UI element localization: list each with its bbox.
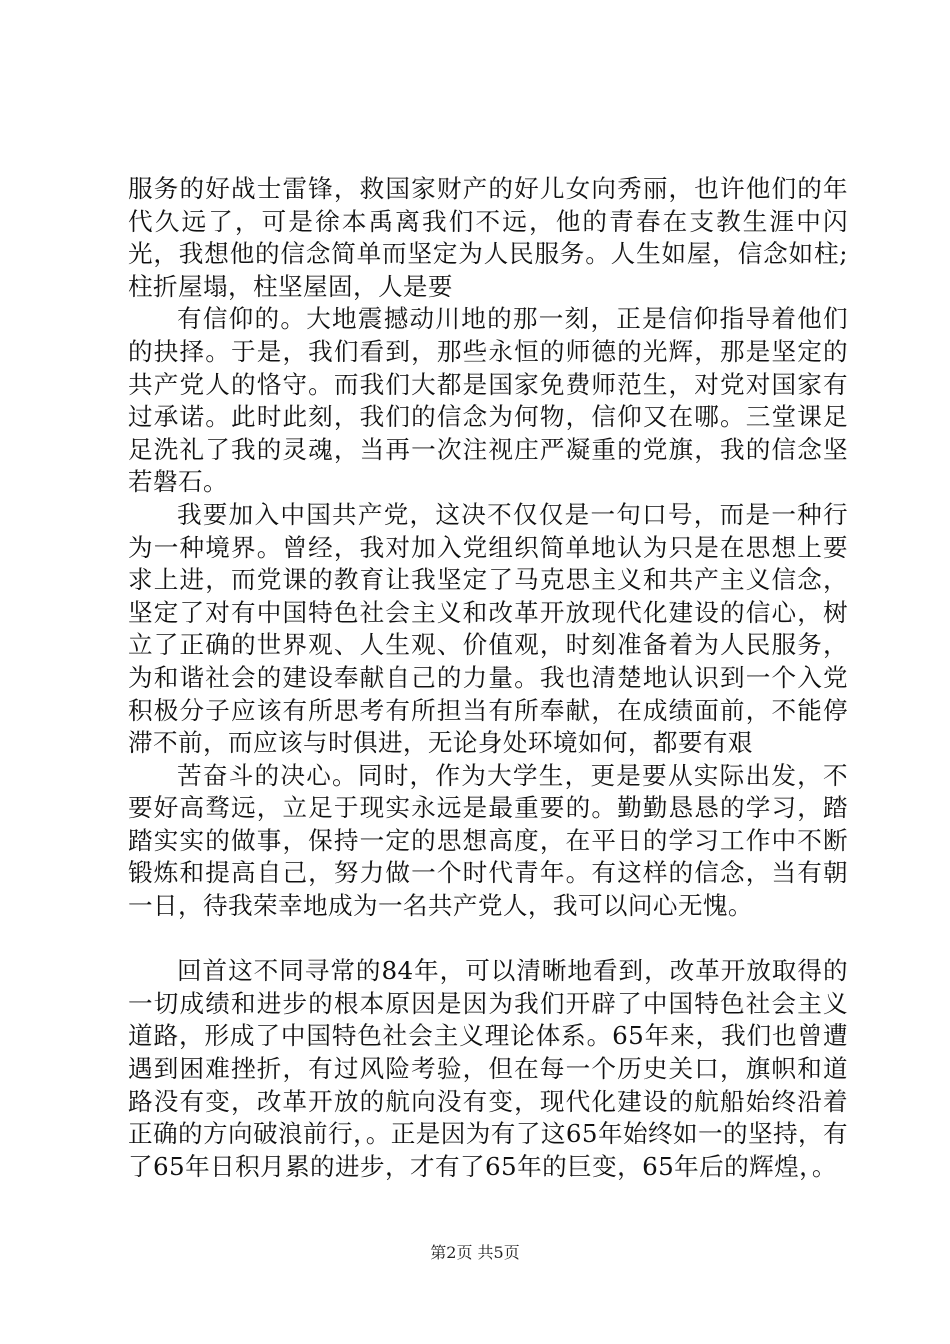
paragraph-4: 苦奋斗的决心。同时，作为大学生，更是要从实际出发，不要好高骛远，立足于现实永远是最重要的。勤勤恳恳的学习，踏踏实实的做事，保持一定的思想高度，在平日的学习工作中不断锻炼和提高自己，努力做一个时代青年。有这样的信念，当有朝一日，待我荣幸地成为一名共产党人，我可以问心无愧。 (128, 760, 848, 921)
paragraph-spacer (128, 923, 848, 956)
paragraph-1: 服务的好战士雷锋，救国家财产的好儿女向秀丽，也许他们的年代久远了，可是徐本禹离我们不远，他的青春在支教生涯中闪光，我想他的信念简单而坚定为人民服务。人生如屋，信念如柱;柱折屋塌，柱坚屋固，人是要 (128, 174, 848, 301)
paragraph-5: 回首这不同寻常的84年，可以清晰地看到，改革开放取得的一切成绩和进步的根本原因是因为我们开辟了中国特色社会主义道路，形成了中国特色社会主义理论体系。65年来，我们也曾遭遇到困难挫折，有过风险考验，但在每一个历史关口，旗帜和道路没有变，改革开放的航向没有变，现代化建设的航船始终沿着正确的方向破浪前行，。正是因为有了这65年始终如一的坚持，有了65年日积月累的进步，才有了65年的巨变，65年后的辉煌，。 (128, 956, 848, 1181)
page-number-footer: 第2页 共5页 (430, 1243, 520, 1262)
paragraph-3: 我要加入中国共产党，这决不仅仅是一句口号，而是一种行为一种境界。曾经，我对加入党组织简单地认为只是在思想上要求上进，而党课的教育让我坚定了马克思主义和共产主义信念，坚定了对有中国特色社会主义和改革开放现代化建设的信心，树立了正确的世界观、人生观、价值观，时刻准备着为人民服务，为和谐社会的建设奉献自己的力量。我也清楚地认识到一个入党积极分子应该有所思考有所担当有所奉献，在成绩面前，不能停滞不前，而应该与时俱进，无论身处环境如何，都要有艰 (128, 499, 848, 758)
paragraph-2: 有信仰的。大地震撼动川地的那一刻，正是信仰指导着他们的抉择。于是，我们看到，那些永恒的师德的光辉，那是坚定的共产党人的恪守。而我们大都是国家免费师范生，对党对国家有过承诺。此时此刻，我们的信念为何物，信仰又在哪。三堂课足足洗礼了我的灵魂，当再一次注视庄严凝重的党旗，我的信念坚若磐石。 (128, 304, 848, 497)
document-body (128, 173, 848, 1183)
